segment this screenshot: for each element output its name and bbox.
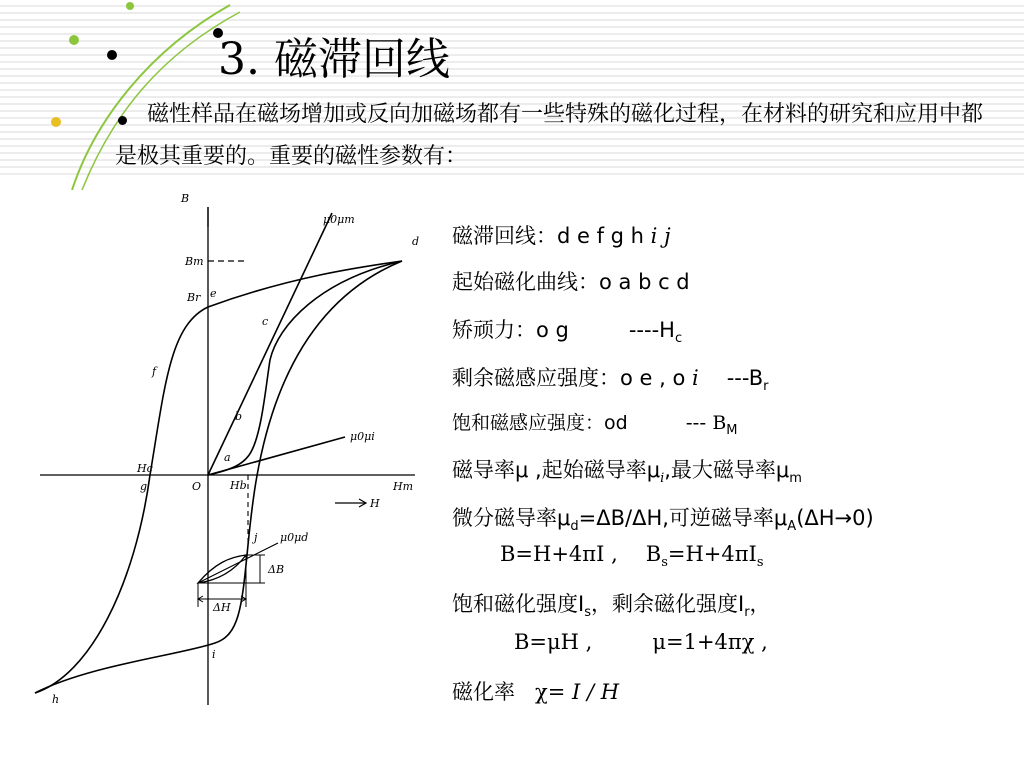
label-mu-m: μ0μm xyxy=(323,213,355,226)
point-a: a xyxy=(224,451,231,464)
decor-dot-green-1 xyxy=(69,35,79,45)
mu-m-line xyxy=(208,213,332,475)
point-j: j xyxy=(254,531,258,544)
label-b-axis: B xyxy=(181,192,190,205)
label-h-axis: H xyxy=(370,497,380,510)
slide-title: 3. 磁滞回线 xyxy=(218,34,450,85)
param-magnetization: 饱和磁化强度$I_s$，剩余磁化强度$I_r$， xyxy=(452,592,771,621)
point-o: O xyxy=(192,480,202,493)
param-coercivity: 矫顽力：o g $----H_c$ xyxy=(452,318,683,347)
intro-paragraph: 磁性样品在磁场增加或反向加磁场都有一些特殊的磁化过程，在材料的研究和应用中都是极其重要的。重要的磁性参数有： xyxy=(115,102,984,169)
label-mu-d: μ0μd xyxy=(280,531,309,544)
param-saturation-induction: 饱和磁感应强度：od --- $B_M$ xyxy=(452,412,738,438)
param-initial-curve: 起始磁化曲线：o a b c d xyxy=(452,270,690,294)
label-delta-h: ΔH xyxy=(213,601,231,614)
param-hysteresis-loop: 磁滞回线：d e f g h i j xyxy=(452,224,671,248)
label-delta-b: ΔB xyxy=(268,563,285,576)
label-br: Br xyxy=(187,291,201,304)
param-permeability: 磁导率μ ,起始磁导率$\mu_i$,最大磁导率$\mu_m$ xyxy=(452,458,802,487)
param-mu-equation: B=μH , μ=1+4πχ , xyxy=(514,630,768,654)
point-i: i xyxy=(212,648,216,661)
param-b-equation: B=H+4πI , $B_s=H+4\pi I_s$ xyxy=(500,542,764,571)
point-h: h xyxy=(52,693,60,706)
decor-dot-black-1 xyxy=(107,50,117,60)
label-hc: Hc xyxy=(137,462,153,475)
mu-d-line xyxy=(198,543,278,583)
point-g: g xyxy=(140,480,148,493)
point-c: c xyxy=(262,315,269,328)
decor-dot-yellow xyxy=(51,117,61,127)
lower-branch xyxy=(35,261,402,693)
point-b: b xyxy=(235,410,243,423)
hysteresis-figure xyxy=(30,185,430,715)
label-bm: Bm xyxy=(185,255,204,268)
upper-branch xyxy=(35,261,402,693)
point-e: e xyxy=(210,287,217,300)
param-differential-permeability: 微分磁导率$\mu_d=\Delta B/\Delta H$,可逆磁导率$\mu_A(\Delta H\to 0)$ xyxy=(452,506,874,535)
param-susceptibility: 磁化率 χ= I / H xyxy=(452,680,620,704)
label-hb: Hb xyxy=(230,479,247,492)
point-d: d xyxy=(412,235,420,248)
param-remanence: 剩余磁感应强度：o e , o i $---B_r$ xyxy=(452,366,769,395)
point-f: f xyxy=(152,365,157,378)
label-mu-i: μ0μi xyxy=(350,430,375,443)
decor-dot-green-2 xyxy=(126,2,134,10)
label-hm: Hm xyxy=(393,480,414,493)
